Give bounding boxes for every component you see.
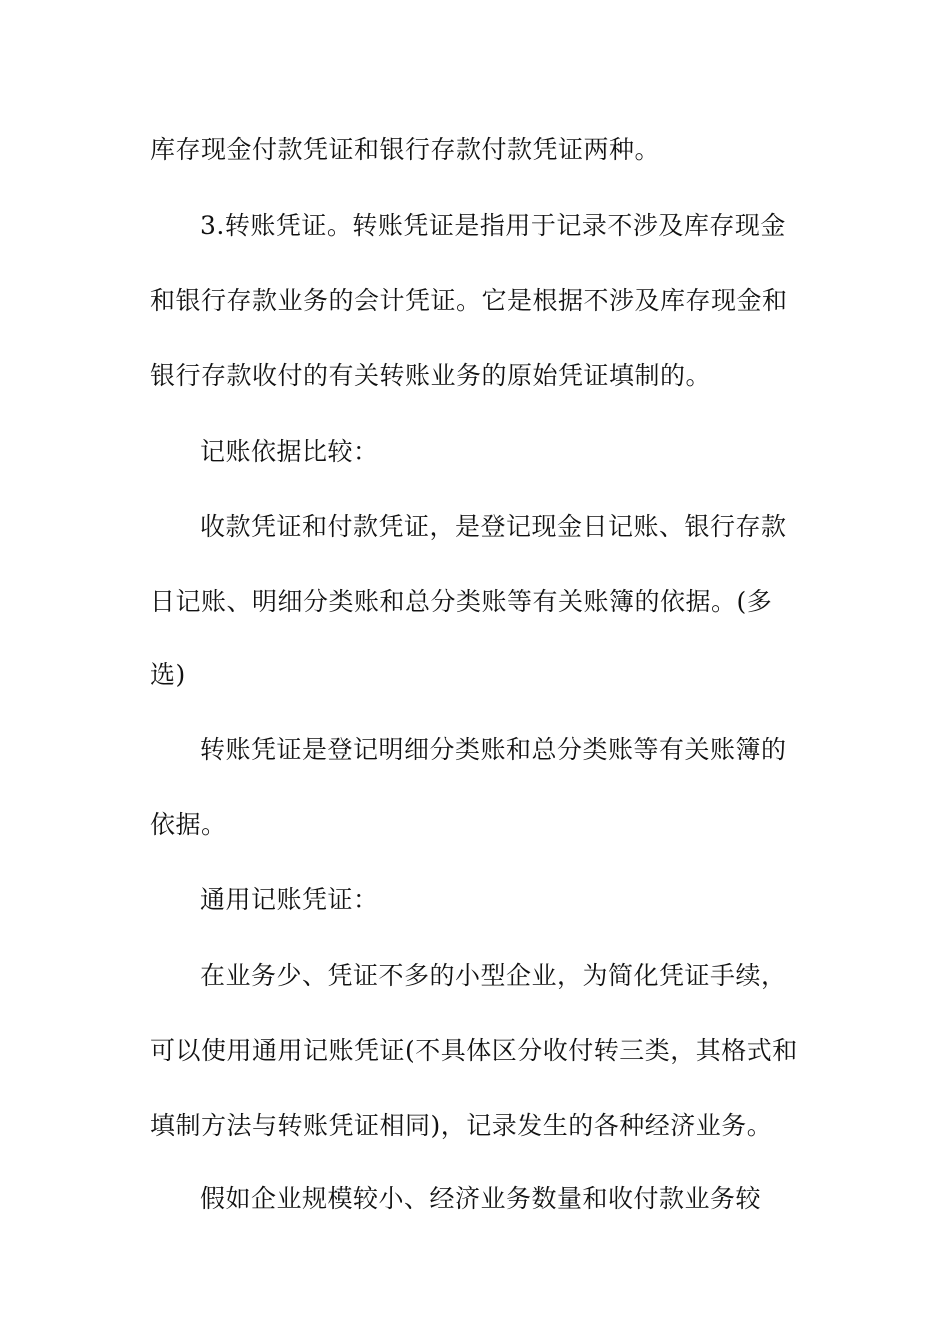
text-line-4: 银行存款收付的有关转账业务的原始凭证填制的。 — [150, 361, 712, 390]
text-line-7: 日记账、明细分类账和总分类账等有关账簿的依据。(多 — [150, 587, 773, 616]
text-line-9: 转账凭证是登记明细分类账和总分类账等有关账簿的 — [200, 735, 787, 764]
text-line-3: 和银行存款业务的会计凭证。它是根据不涉及库存现金和 — [150, 286, 788, 315]
text-line-5: 记账依据比较： — [200, 437, 379, 466]
text-line-14: 填制方法与转账凭证相同)，记录发生的各种经济业务。 — [150, 1111, 773, 1140]
text-line-11: 通用记账凭证： — [200, 885, 379, 914]
text-line-1: 库存现金付款凭证和银行存款付款凭证两种。 — [150, 135, 661, 164]
text-line-10: 依据。 — [150, 810, 227, 839]
text-line-8: 选) — [150, 660, 186, 689]
text-line-2: 3.转账凭证。转账凭证是指用于记录不涉及库存现金 — [200, 211, 786, 240]
text-line-6: 收款凭证和付款凭证，是登记现金日记账、银行存款 — [200, 512, 787, 541]
text-line-12: 在业务少、凭证不多的小型企业，为简化凭证手续， — [200, 961, 787, 990]
text-line-15: 假如企业规模较小、经济业务数量和收付款业务较 — [200, 1184, 762, 1213]
text-line-13: 可以使用通用记账凭证(不具体区分收付转三类，其格式和 — [150, 1036, 798, 1065]
